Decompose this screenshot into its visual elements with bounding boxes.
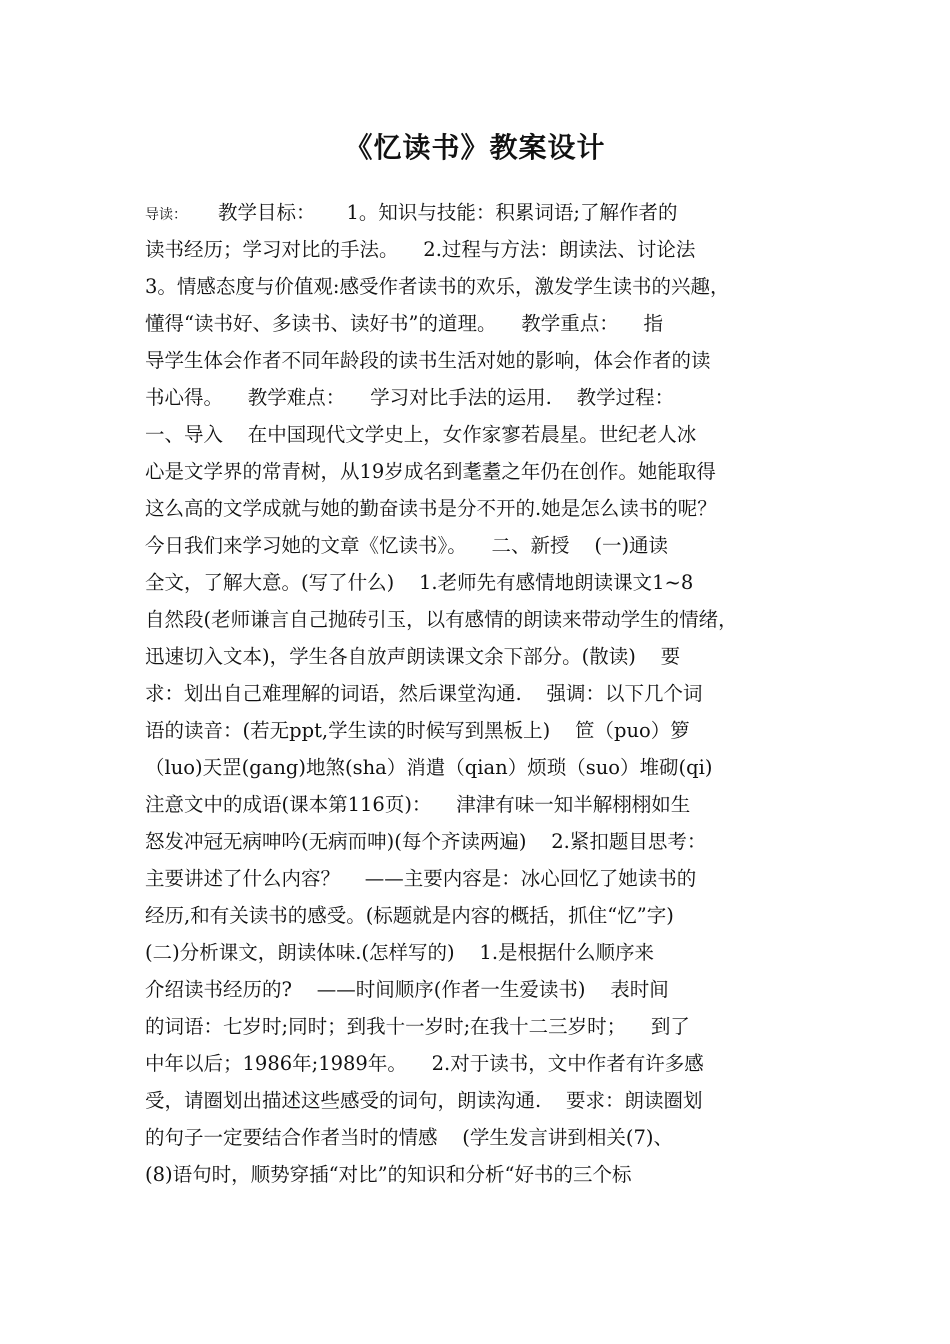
body-line-9: 这么高的文学成就与她的勤奋读书是分不开的.她是怎么读书的呢？ [145,497,717,520]
document-title: 《忆读书》教案设计 [344,131,606,164]
body-line-17: 注意文中的成语(课本第116页)： 津津有味一知半解栩栩如生 [145,793,691,816]
body-line-26: 的句子一定要结合作者当时的情感 (学生发言讲到相关(7)、 [145,1126,674,1149]
body-line-8: 心是文学界的常青树，从19岁成名到耄耋之年仍在创作。她能取得 [145,460,716,483]
body-line-1 [145,194,810,231]
body-line-7: 一、导入 在中国现代文学史上，女作家寥若晨星。世纪老人冰 [145,423,697,446]
body-line-16: （luo)天罡(gang)地煞(sha）消遣（qian）烦琐（suo）堆砌(qi) [145,756,713,779]
body-line-24: 中年以后；1986年;1989年。 2.对于读书，文中作者有许多感 [145,1052,704,1075]
body-line-10: 今日我们来学习她的文章《忆读书》。 二、新授 (一)通读 [145,534,669,557]
body-line-25: 受，请圈划出描述这些感受的词句，朗读沟通. 要求：朗读圈划 [145,1089,703,1112]
document-body [145,194,810,1193]
body-line-22: 介绍读书经历的? ——时间顺序(作者一生爱读书) 表时间 [145,978,669,1001]
body-line-4: 懂得“读书好、多读书、读好书”的道理。 教学重点： 指 [145,312,664,335]
body-line-27: (8)语句时，顺势穿插“对比”的知识和分析“好书的三个标 [145,1163,632,1186]
body-line-13: 迅速切入文本)，学生各自放声朗读课文余下部分。(散读) 要 [145,645,681,668]
body-line-20: 经历,和有关读书的感受。(标题就是内容的概括，抓住“忆”字) [145,904,674,927]
body-line-15: 语的读音：(若无ppt,学生读的时候写到黑板上) 笸（puo）箩 [145,719,690,742]
body-line-1-text: 教学目标： 1。知识与技能：积累词语;了解作者的 [187,201,678,224]
body-line-14: 求：划出自己难理解的词语，然后课堂沟通. 强调：以下几个词 [145,682,703,705]
body-line-2: 读书经历；学习对比的手法。 2.过程与方法：朗读法、讨论法 [145,238,696,261]
body-line-19: 主要讲述了什么内容？ ——主要内容是：冰心回忆了她读书的 [145,867,697,890]
body-line-3: 3。情感态度与价值观:感受作者读书的欢乐，激发学生读书的兴趣， [145,275,730,298]
body-line-12: 自然段(老师谦言自己抛砖引玉，以有感情的朗读来带动学生的情绪， [145,608,738,631]
body-line-23: 的词语：七岁时;同时；到我十一岁时;在我十二三岁时； 到了 [145,1015,690,1038]
body-line-5: 导学生体会作者不同年龄段的读书生活对她的影响，体会作者的读 [145,349,711,372]
body-line-18: 怒发冲冠无病呻吟(无病而呻)(每个齐读两遍) 2.紧扣题目思考： [145,830,707,853]
body-line-21: (二)分析课文，朗读体味.(怎样写的) 1.是根据什么顺序来 [145,941,655,964]
body-line-6: 书心得。 教学难点： 学习对比手法的运用. 教学过程： [145,386,675,409]
body-line-11: 全文，了解大意。(写了什么) 1.老师先有感情地朗读课文1~8 [145,571,694,594]
intro-label: 导读： [145,207,187,223]
